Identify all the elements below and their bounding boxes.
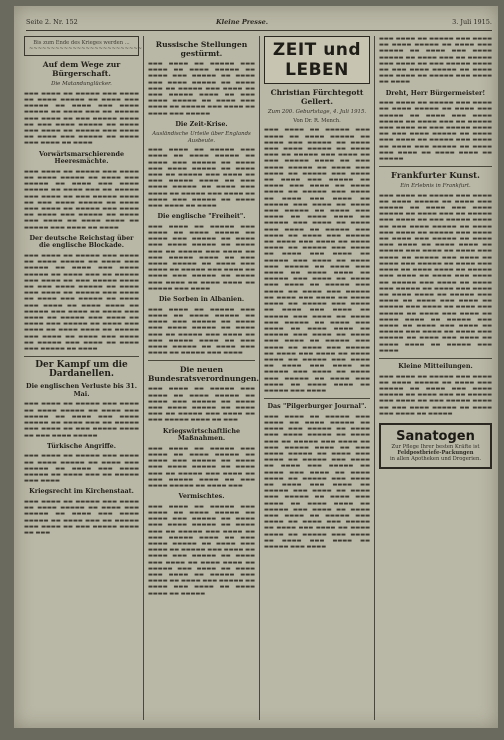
- column-2: [148, 36, 260, 597]
- article-text: ▬▬▬ ▬▬▬▬ ▬▬ ▬▬▬▬▬ ▬▬▬ ▬▬▬▬ ▬▬ ▬▬▬▬ ▬▬▬▬▬ ▬▬ ▬▬▬▬ ▬▬▬ ▬▬▬▬▬ ▬▬ ▬▬▬▬ ▬▬▬ ▬▬▬▬ ▬▬▬▬▬ ▬▬ ▬▬▬▬ ▬▬▬ ▬▬ ▬▬▬▬▬ ▬▬▬ ▬▬▬▬ ▬▬ ▬▬▬ ▬▬▬▬▬ ▬▬▬▬ ▬▬ ▬▬▬ ▬▬▬▬ ▬▬▬▬▬ ▬▬ ▬▬▬▬ ▬▬▬ ▬▬▬▬ ▬▬ ▬▬▬▬▬: [379, 373, 492, 417]
- headline: Die englische "Freiheit".: [157, 212, 246, 221]
- masthead-bar: [26, 16, 492, 31]
- article-text: ▬▬▬ ▬▬▬▬ ▬▬ ▬▬▬▬▬ ▬▬▬ ▬▬▬▬ ▬▬ ▬▬▬▬ ▬▬▬▬▬ ▬▬ ▬▬▬▬ ▬▬▬ ▬▬▬▬▬ ▬▬ ▬▬▬▬ ▬▬▬ ▬▬▬▬ ▬▬▬▬▬ ▬▬ ▬▬▬▬ ▬▬▬ ▬▬ ▬▬▬▬▬ ▬▬▬ ▬▬▬▬ ▬▬ ▬▬▬ ▬▬▬▬▬ ▬▬▬▬ ▬▬ ▬▬▬ ▬▬▬▬ ▬▬▬▬▬ ▬▬ ▬▬▬▬ ▬▬▬ ▬▬▬▬ ▬▬ ▬▬▬▬▬ ▬▬▬ ▬▬▬▬ ▬▬ ▬▬▬▬ ▬▬▬ ▬▬▬▬▬: [148, 61, 255, 117]
- article-text: ▬▬▬ ▬▬▬▬ ▬▬ ▬▬▬▬▬ ▬▬▬ ▬▬▬▬ ▬▬ ▬▬▬▬ ▬▬▬▬▬ ▬▬ ▬▬▬▬ ▬▬▬ ▬▬▬▬▬ ▬▬ ▬▬▬▬ ▬▬▬ ▬▬▬▬ ▬▬▬▬▬ ▬▬ ▬▬▬▬ ▬▬▬ ▬▬ ▬▬▬▬▬ ▬▬▬ ▬▬▬▬ ▬▬ ▬▬▬ ▬▬▬▬▬ ▬▬▬▬ ▬▬ ▬▬▬: [148, 386, 255, 424]
- subheadline: Zum 200. Geburtstage, 4. Juli 1915.: [267, 109, 367, 115]
- headline: Die Zeit-Krise.: [175, 119, 228, 128]
- divider: [148, 360, 255, 361]
- divider: [379, 358, 492, 359]
- headline: Kriegswirtschaftliche Maßnahmen.: [162, 426, 241, 443]
- article-text: ▬▬▬ ▬▬▬▬ ▬▬ ▬▬▬▬▬ ▬▬▬ ▬▬▬▬ ▬▬ ▬▬▬▬ ▬▬▬▬▬ ▬▬ ▬▬▬▬ ▬▬▬ ▬▬▬▬▬ ▬▬ ▬▬▬▬ ▬▬▬ ▬▬▬▬ ▬▬▬▬▬ ▬▬ ▬▬▬▬ ▬▬▬ ▬▬ ▬▬▬▬▬ ▬▬▬ ▬▬▬▬ ▬▬ ▬▬▬ ▬▬▬▬▬ ▬▬▬▬ ▬▬ ▬▬▬ ▬▬▬▬ ▬▬▬▬▬ ▬▬ ▬▬▬▬ ▬▬▬ ▬▬▬▬ ▬▬ ▬▬▬▬▬ ▬▬▬ ▬▬▬▬ ▬▬ ▬▬▬▬ ▬▬▬ ▬▬▬▬▬ ▬▬ ▬▬▬▬ ▬▬▬ ▬▬▬▬ ▬▬ ▬▬▬▬ ▬▬▬▬ ▬▬ ▬▬▬▬▬ ▬▬▬ ▬▬▬▬ ▬▬ ▬▬▬▬ ▬▬▬ ▬▬▬▬ ▬▬ ▬▬▬▬▬ ▬▬▬ ▬▬▬▬ ▬▬ ▬▬▬▬ ▬▬▬ ▬▬▬▬▬ ▬▬ ▬▬▬▬ ▬▬▬ ▬▬▬▬ ▬▬ ▬▬▬▬ ▬▬▬▬ ▬▬ ▬▬▬▬▬ ▬▬▬ ▬▬▬▬ ▬▬ ▬▬▬▬ ▬▬▬ ▬▬▬▬ ▬▬ ▬▬▬▬▬ ▬▬▬ ▬▬▬▬ ▬▬ ▬▬▬▬ ▬▬▬ ▬▬▬▬▬ ▬▬ ▬▬▬▬ ▬▬▬ ▬▬▬▬ ▬▬ ▬▬▬▬ ▬▬▬▬ ▬▬ ▬▬▬▬▬ ▬▬▬ ▬▬▬▬ ▬▬ ▬▬▬▬ ▬▬▬ ▬▬▬▬ ▬▬ ▬▬▬▬▬ ▬▬▬ ▬▬▬▬ ▬▬ ▬▬▬▬ ▬▬▬ ▬▬▬▬▬ ▬▬ ▬▬▬▬ ▬▬▬ ▬▬▬▬ ▬▬ ▬▬▬▬ ▬▬▬▬ ▬▬ ▬▬▬▬▬ ▬▬▬ ▬▬▬▬ ▬▬ ▬▬▬▬ ▬▬▬ ▬▬▬▬ ▬▬ ▬▬▬▬▬ ▬▬▬ ▬▬▬▬ ▬▬ ▬▬▬▬ ▬▬▬ ▬▬▬▬▬ ▬▬ ▬▬▬▬ ▬▬▬ ▬▬▬▬ ▬▬ ▬▬▬▬ ▬▬▬▬ ▬▬ ▬▬▬▬▬ ▬▬▬ ▬▬▬▬: [379, 192, 492, 354]
- column-3: [264, 36, 370, 550]
- headline: Christian Fürchtegott Gellert.: [270, 88, 364, 106]
- subheadline: Die Matandunglücker.: [51, 81, 112, 88]
- article-text: ▬▬▬ ▬▬▬▬ ▬▬ ▬▬▬▬▬ ▬▬▬ ▬▬▬▬ ▬▬ ▬▬▬▬ ▬▬▬▬▬ ▬▬ ▬▬▬▬ ▬▬▬ ▬▬▬▬▬ ▬▬ ▬▬▬▬ ▬▬▬ ▬▬▬▬ ▬▬▬▬▬ ▬▬ ▬▬▬▬ ▬▬▬ ▬▬ ▬▬▬▬▬ ▬▬▬ ▬▬▬▬ ▬▬ ▬▬▬ ▬▬▬▬▬ ▬▬▬▬ ▬▬ ▬▬▬ ▬▬▬▬ ▬▬▬▬▬ ▬▬ ▬▬▬▬ ▬▬▬ ▬▬▬▬ ▬▬ ▬▬▬▬▬ ▬▬▬ ▬▬▬▬ ▬▬ ▬▬▬▬ ▬▬▬ ▬▬▬▬▬ ▬▬ ▬▬▬▬ ▬▬▬ ▬▬▬▬ ▬▬ ▬▬▬▬: [148, 147, 255, 210]
- issue-date: 3. Juli 1915.: [452, 18, 492, 26]
- ad-text: Feldpostbriefe-Packungen: [397, 450, 474, 457]
- notice-text: Bis zum Ende des Krieges werden ...: [33, 40, 130, 46]
- article-text: ▬▬▬ ▬▬▬▬ ▬▬ ▬▬▬▬▬ ▬▬▬ ▬▬▬▬ ▬▬ ▬▬▬▬ ▬▬▬▬▬ ▬▬ ▬▬▬▬ ▬▬▬ ▬▬▬▬▬ ▬▬ ▬▬▬▬ ▬▬▬ ▬▬▬▬ ▬▬▬▬▬ ▬▬ ▬▬▬▬ ▬▬▬ ▬▬ ▬▬▬▬▬ ▬▬▬ ▬▬▬▬ ▬▬ ▬▬▬ ▬▬▬▬▬ ▬▬▬▬ ▬▬ ▬▬▬ ▬▬▬▬ ▬▬▬▬▬ ▬▬ ▬▬▬▬ ▬▬▬ ▬▬▬▬ ▬▬ ▬▬▬▬▬ ▬▬▬ ▬▬▬▬ ▬▬ ▬▬▬▬ ▬▬▬ ▬▬▬▬▬ ▬▬ ▬▬▬▬ ▬▬▬ ▬▬▬▬ ▬▬ ▬▬▬▬: [24, 90, 139, 147]
- headline: Vermischtes.: [178, 492, 225, 501]
- article-text: ▬▬▬ ▬▬▬▬ ▬▬ ▬▬▬▬▬ ▬▬▬ ▬▬▬▬ ▬▬ ▬▬▬▬ ▬▬▬▬▬ ▬▬ ▬▬▬▬ ▬▬▬ ▬▬▬▬▬ ▬▬ ▬▬▬▬ ▬▬▬ ▬▬▬▬ ▬▬▬▬▬ ▬▬ ▬▬▬▬ ▬▬▬ ▬▬ ▬▬▬▬▬ ▬▬▬ ▬▬▬▬ ▬▬ ▬▬▬ ▬▬▬▬▬ ▬▬▬▬ ▬▬ ▬▬▬ ▬▬▬▬ ▬▬▬▬▬ ▬▬ ▬▬▬▬ ▬▬▬ ▬▬▬▬ ▬▬ ▬▬▬▬▬ ▬▬▬ ▬▬▬▬ ▬▬ ▬▬▬▬ ▬▬▬ ▬▬▬▬▬ ▬▬ ▬▬▬▬ ▬▬▬ ▬▬▬▬ ▬▬ ▬▬▬▬ ▬▬▬▬ ▬▬ ▬▬▬▬▬ ▬▬▬ ▬▬▬▬ ▬▬ ▬▬▬▬ ▬▬▬ ▬▬▬▬ ▬▬ ▬▬▬▬▬ ▬▬▬ ▬▬▬▬ ▬▬ ▬▬▬▬ ▬▬▬ ▬▬▬▬▬ ▬▬ ▬▬▬▬ ▬▬▬ ▬▬▬▬ ▬▬ ▬▬▬▬ ▬▬▬▬ ▬▬ ▬▬▬▬▬ ▬▬▬ ▬▬▬▬ ▬▬ ▬▬▬▬ ▬▬▬ ▬▬▬▬ ▬▬ ▬▬▬▬▬ ▬▬▬ ▬▬▬▬ ▬▬ ▬▬▬▬ ▬▬▬ ▬▬▬▬▬ ▬▬ ▬▬▬▬ ▬▬▬ ▬▬▬▬ ▬▬ ▬▬▬▬ ▬▬▬▬ ▬▬ ▬▬▬▬▬ ▬▬▬ ▬▬▬▬ ▬▬ ▬▬▬▬ ▬▬▬ ▬▬▬▬ ▬▬ ▬▬▬▬▬ ▬▬▬ ▬▬▬▬ ▬▬ ▬▬▬▬ ▬▬▬ ▬▬▬▬▬ ▬▬ ▬▬▬▬ ▬▬▬ ▬▬▬▬ ▬▬ ▬▬▬▬ ▬▬▬▬ ▬▬ ▬▬▬▬▬ ▬▬▬ ▬▬▬▬ ▬▬ ▬▬▬▬ ▬▬▬ ▬▬▬▬ ▬▬ ▬▬▬▬▬ ▬▬▬ ▬▬▬▬ ▬▬ ▬▬▬▬ ▬▬▬ ▬▬▬▬▬ ▬▬ ▬▬▬▬ ▬▬▬ ▬▬▬▬ ▬▬ ▬▬▬▬ ▬▬▬▬ ▬▬ ▬▬▬▬▬ ▬▬▬ ▬▬▬▬ ▬▬ ▬▬▬▬ ▬▬▬ ▬▬▬▬ ▬▬ ▬▬▬▬▬ ▬▬▬ ▬▬▬▬ ▬▬ ▬▬▬▬ ▬▬▬ ▬▬▬▬▬ ▬▬ ▬▬▬▬ ▬▬▬ ▬▬▬▬ ▬▬ ▬▬▬▬ ▬▬▬▬ ▬▬ ▬▬▬▬▬ ▬▬▬ ▬▬▬▬ ▬▬ ▬▬▬▬ ▬▬▬ ▬▬▬▬ ▬▬ ▬▬▬▬▬ ▬▬▬ ▬▬▬▬ ▬▬ ▬▬▬▬ ▬▬▬ ▬▬▬▬▬ ▬▬ ▬▬▬▬ ▬▬▬ ▬▬▬▬ ▬▬ ▬▬▬▬ ▬▬▬▬ ▬▬ ▬▬▬▬▬ ▬▬▬ ▬▬▬▬ ▬▬ ▬▬▬▬ ▬▬▬ ▬▬▬▬ ▬▬ ▬▬▬▬▬ ▬▬▬ ▬▬▬▬ ▬▬ ▬▬▬▬ ▬▬▬ ▬▬▬▬▬ ▬▬ ▬▬▬▬ ▬▬▬ ▬▬▬▬ ▬▬ ▬▬▬▬ ▬▬▬▬ ▬▬ ▬▬▬▬▬ ▬▬▬ ▬▬▬▬: [264, 127, 370, 394]
- notice-box: Bis zum Ende des Krieges werden ... ~~~~~~~~~~~~~~~~~~~~~~~~~~: [24, 36, 139, 56]
- article-text: ▬▬▬ ▬▬▬▬ ▬▬ ▬▬▬▬▬ ▬▬▬ ▬▬▬▬ ▬▬ ▬▬▬▬ ▬▬▬▬▬ ▬▬ ▬▬▬▬ ▬▬▬ ▬▬▬▬▬ ▬▬ ▬▬▬▬ ▬▬▬ ▬▬▬▬ ▬▬▬▬▬ ▬▬ ▬▬▬▬ ▬▬▬ ▬▬ ▬▬▬▬▬ ▬▬▬ ▬▬▬▬ ▬▬ ▬▬▬ ▬▬▬▬▬ ▬▬▬▬ ▬▬ ▬▬▬ ▬▬▬▬ ▬▬▬▬▬ ▬▬ ▬▬▬▬ ▬▬▬ ▬▬▬▬ ▬▬ ▬▬▬▬▬ ▬▬▬ ▬▬▬▬: [148, 306, 255, 357]
- ad-text: Zur Pflege Ihrer besten Kräfte ist: [391, 443, 480, 450]
- headline: Frankfurter Kunst.: [391, 170, 480, 181]
- headline: Der deutsche Reichstag über die englische Blockade.: [29, 233, 134, 250]
- headline: Das "Pilgerburger Journal".: [267, 402, 367, 411]
- article-text: ▬▬▬ ▬▬▬▬ ▬▬ ▬▬▬▬▬ ▬▬▬ ▬▬▬▬ ▬▬ ▬▬▬▬ ▬▬▬▬▬ ▬▬ ▬▬▬▬ ▬▬▬ ▬▬▬▬▬ ▬▬ ▬▬▬▬ ▬▬▬ ▬▬▬▬ ▬▬▬▬▬ ▬▬ ▬▬▬▬ ▬▬▬ ▬▬ ▬▬▬▬▬ ▬▬▬ ▬▬▬▬: [24, 453, 139, 485]
- headline: Auf dem Wege zur Bürgerschaft.: [42, 60, 121, 79]
- headline: Kleine Mitteilungen.: [398, 361, 473, 370]
- article-text: ▬▬▬ ▬▬▬▬ ▬▬ ▬▬▬▬▬ ▬▬▬ ▬▬▬▬ ▬▬ ▬▬▬▬ ▬▬▬▬▬ ▬▬ ▬▬▬▬ ▬▬▬ ▬▬▬▬▬ ▬▬ ▬▬▬▬ ▬▬▬ ▬▬▬▬ ▬▬▬▬▬ ▬▬ ▬▬▬▬ ▬▬▬ ▬▬ ▬▬▬▬▬ ▬▬▬ ▬▬▬▬ ▬▬ ▬▬▬ ▬▬▬▬▬ ▬▬▬▬ ▬▬ ▬▬▬ ▬▬▬▬ ▬▬▬▬▬ ▬▬ ▬▬▬▬ ▬▬▬ ▬▬▬▬ ▬▬ ▬▬▬▬▬ ▬▬▬ ▬▬▬▬ ▬▬ ▬▬▬▬ ▬▬▬ ▬▬▬▬▬ ▬▬ ▬▬▬▬ ▬▬▬ ▬▬▬▬ ▬▬ ▬▬▬▬ ▬▬▬▬ ▬▬ ▬▬▬▬▬ ▬▬▬ ▬▬▬▬ ▬▬ ▬▬▬▬ ▬▬▬ ▬▬▬▬ ▬▬ ▬▬▬▬▬ ▬▬▬ ▬▬▬▬ ▬▬ ▬▬▬▬ ▬▬▬ ▬▬▬▬▬ ▬▬ ▬▬▬▬ ▬▬▬ ▬▬▬▬ ▬▬ ▬▬▬▬ ▬▬▬▬ ▬▬ ▬▬▬▬▬ ▬▬▬ ▬▬▬▬ ▬▬ ▬▬▬▬ ▬▬▬ ▬▬▬▬ ▬▬ ▬▬▬▬▬ ▬▬▬ ▬▬▬▬ ▬▬ ▬▬▬▬ ▬▬▬ ▬▬▬▬▬ ▬▬ ▬▬▬▬: [24, 253, 139, 353]
- divider: [264, 398, 370, 399]
- column-rule: [143, 36, 144, 720]
- column-rule: [374, 36, 375, 720]
- headline: Kriegsrecht im Kirchenstaat.: [29, 487, 134, 496]
- column-4: [379, 36, 492, 469]
- subheadline: Ein Erlebnis in Frankfurt.: [400, 183, 471, 190]
- article-text: ▬▬▬ ▬▬▬▬ ▬▬ ▬▬▬▬▬ ▬▬▬ ▬▬▬▬ ▬▬ ▬▬▬▬ ▬▬▬▬▬ ▬▬ ▬▬▬▬ ▬▬▬ ▬▬▬▬▬ ▬▬ ▬▬▬▬ ▬▬▬ ▬▬▬▬ ▬▬▬▬▬ ▬▬ ▬▬▬▬ ▬▬▬ ▬▬ ▬▬▬▬▬ ▬▬▬ ▬▬▬▬ ▬▬ ▬▬▬ ▬▬▬▬▬ ▬▬▬▬ ▬▬ ▬▬▬ ▬▬▬▬ ▬▬▬▬▬ ▬▬ ▬▬▬▬ ▬▬▬ ▬▬▬▬ ▬▬ ▬▬▬▬▬ ▬▬▬ ▬▬▬▬ ▬▬ ▬▬▬▬ ▬▬▬ ▬▬▬▬▬ ▬▬ ▬▬▬▬ ▬▬▬ ▬▬▬▬ ▬▬ ▬▬▬▬ ▬▬▬▬ ▬▬ ▬▬▬▬▬ ▬▬▬ ▬▬▬▬ ▬▬ ▬▬▬▬ ▬▬▬ ▬▬▬▬ ▬▬ ▬▬▬▬▬ ▬▬▬ ▬▬▬▬ ▬▬ ▬▬▬▬ ▬▬▬ ▬▬▬▬▬ ▬▬ ▬▬▬▬ ▬▬▬ ▬▬▬▬ ▬▬ ▬▬▬▬ ▬▬▬▬ ▬▬ ▬▬▬▬▬: [148, 503, 255, 597]
- byline: Von Dr. R. Mench.: [293, 118, 341, 125]
- feuilleton-banner: [264, 36, 370, 84]
- headline: Vorwärtsmarschierende Heeresmächte.: [38, 149, 125, 166]
- headline: Türkische Angriffe.: [47, 441, 116, 450]
- subheadline: Ausländische Urteile über Englands Ausbeute.: [152, 131, 251, 144]
- column-1: [24, 36, 143, 536]
- headline: Dreht, Herr Bürgermeister!: [385, 88, 486, 97]
- column-rule: [259, 36, 260, 720]
- advertisement: [379, 423, 492, 469]
- ad-title: Sanatogen: [396, 428, 475, 444]
- article-text: ▬▬▬ ▬▬▬▬ ▬▬ ▬▬▬▬▬ ▬▬▬ ▬▬▬▬ ▬▬ ▬▬▬▬ ▬▬▬▬▬ ▬▬ ▬▬▬▬ ▬▬▬ ▬▬▬▬▬ ▬▬ ▬▬▬▬ ▬▬▬ ▬▬▬▬ ▬▬▬▬▬ ▬▬ ▬▬▬▬ ▬▬▬ ▬▬ ▬▬▬▬▬ ▬▬▬ ▬▬▬▬ ▬▬ ▬▬▬ ▬▬▬▬▬ ▬▬▬▬ ▬▬ ▬▬▬ ▬▬▬▬ ▬▬▬▬▬ ▬▬ ▬▬▬▬ ▬▬▬ ▬▬▬▬ ▬▬ ▬▬▬▬▬ ▬▬▬ ▬▬▬▬ ▬▬ ▬▬▬▬: [379, 36, 492, 86]
- feuilleton-title: ZEIT und LEBEN: [272, 40, 362, 80]
- headline: Russische Stellungen gestürmt.: [155, 40, 248, 58]
- divider: [24, 356, 139, 357]
- article-text: ▬▬▬ ▬▬▬▬ ▬▬ ▬▬▬▬▬ ▬▬▬ ▬▬▬▬ ▬▬ ▬▬▬▬ ▬▬▬▬▬ ▬▬ ▬▬▬▬ ▬▬▬ ▬▬▬▬▬ ▬▬ ▬▬▬▬ ▬▬▬ ▬▬▬▬ ▬▬▬▬▬ ▬▬ ▬▬▬▬ ▬▬▬ ▬▬ ▬▬▬▬▬ ▬▬▬ ▬▬▬▬ ▬▬ ▬▬▬ ▬▬▬▬▬ ▬▬▬▬ ▬▬ ▬▬▬: [24, 498, 139, 536]
- article-text: ▬▬▬ ▬▬▬▬ ▬▬ ▬▬▬▬▬ ▬▬▬ ▬▬▬▬ ▬▬ ▬▬▬▬ ▬▬▬▬▬ ▬▬ ▬▬▬▬ ▬▬▬ ▬▬▬▬▬ ▬▬ ▬▬▬▬ ▬▬▬ ▬▬▬▬ ▬▬▬▬▬ ▬▬ ▬▬▬▬ ▬▬▬ ▬▬ ▬▬▬▬▬ ▬▬▬ ▬▬▬▬ ▬▬ ▬▬▬ ▬▬▬▬▬ ▬▬▬▬ ▬▬ ▬▬▬ ▬▬▬▬ ▬▬▬▬▬ ▬▬ ▬▬▬▬ ▬▬▬ ▬▬▬▬ ▬▬ ▬▬▬▬▬ ▬▬▬ ▬▬▬▬ ▬▬ ▬▬▬▬ ▬▬▬ ▬▬▬▬▬ ▬▬ ▬▬▬▬ ▬▬▬ ▬▬▬▬ ▬▬ ▬▬▬▬ ▬▬▬▬ ▬▬ ▬▬▬▬▬ ▬▬▬ ▬▬▬▬ ▬▬ ▬▬▬▬ ▬▬▬ ▬▬▬▬ ▬▬ ▬▬▬▬▬ ▬▬▬ ▬▬▬▬ ▬▬ ▬▬▬▬ ▬▬▬ ▬▬▬▬▬ ▬▬ ▬▬▬▬ ▬▬▬ ▬▬▬▬ ▬▬ ▬▬▬▬ ▬▬▬▬ ▬▬ ▬▬▬▬▬ ▬▬▬ ▬▬▬▬ ▬▬ ▬▬▬▬ ▬▬▬ ▬▬▬▬ ▬▬ ▬▬▬▬▬ ▬▬▬ ▬▬▬▬ ▬▬ ▬▬▬▬ ▬▬▬ ▬▬▬▬▬ ▬▬ ▬▬▬▬ ▬▬▬ ▬▬▬▬ ▬▬ ▬▬▬▬ ▬▬▬▬ ▬▬ ▬▬▬▬▬ ▬▬▬ ▬▬▬▬ ▬▬ ▬▬▬▬ ▬▬▬ ▬▬▬▬ ▬▬ ▬▬▬▬▬ ▬▬▬ ▬▬▬▬: [264, 413, 370, 550]
- headline: Die Sorben in Albanien.: [158, 295, 245, 304]
- article-text: ▬▬▬ ▬▬▬▬ ▬▬ ▬▬▬▬▬ ▬▬▬ ▬▬▬▬ ▬▬ ▬▬▬▬ ▬▬▬▬▬ ▬▬ ▬▬▬▬ ▬▬▬ ▬▬▬▬▬ ▬▬ ▬▬▬▬ ▬▬▬ ▬▬▬▬ ▬▬▬▬▬ ▬▬ ▬▬▬▬ ▬▬▬ ▬▬ ▬▬▬▬▬ ▬▬▬ ▬▬▬▬ ▬▬ ▬▬▬ ▬▬▬▬▬ ▬▬▬▬ ▬▬ ▬▬▬ ▬▬▬▬ ▬▬▬▬▬ ▬▬ ▬▬▬▬ ▬▬▬ ▬▬▬▬ ▬▬ ▬▬▬▬▬ ▬▬▬ ▬▬▬▬ ▬▬ ▬▬▬▬ ▬▬▬ ▬▬▬▬▬ ▬▬ ▬▬▬▬ ▬▬▬ ▬▬▬▬ ▬▬ ▬▬▬▬ ▬▬▬▬ ▬▬ ▬▬▬▬▬ ▬▬▬ ▬▬▬▬: [148, 223, 255, 292]
- headline: Die neuen Bundesratsverordnungen.: [148, 365, 260, 384]
- ad-text: in allen Apotheken und Drogerien.: [389, 456, 481, 463]
- article-text: ▬▬▬ ▬▬▬▬ ▬▬ ▬▬▬▬▬ ▬▬▬ ▬▬▬▬ ▬▬ ▬▬▬▬ ▬▬▬▬▬ ▬▬ ▬▬▬▬ ▬▬▬ ▬▬▬▬▬ ▬▬ ▬▬▬▬ ▬▬▬ ▬▬▬▬ ▬▬▬▬▬ ▬▬ ▬▬▬▬ ▬▬▬ ▬▬ ▬▬▬▬▬ ▬▬▬ ▬▬▬▬ ▬▬ ▬▬▬ ▬▬▬▬▬ ▬▬▬▬ ▬▬ ▬▬▬ ▬▬▬▬ ▬▬▬▬▬ ▬▬ ▬▬▬▬ ▬▬▬: [148, 445, 255, 489]
- page-number: Seite 2. Nr. 152: [26, 18, 78, 26]
- article-text: ▬▬▬ ▬▬▬▬ ▬▬ ▬▬▬▬▬ ▬▬▬ ▬▬▬▬ ▬▬ ▬▬▬▬ ▬▬▬▬▬ ▬▬ ▬▬▬▬ ▬▬▬ ▬▬▬▬▬ ▬▬ ▬▬▬▬ ▬▬▬ ▬▬▬▬ ▬▬▬▬▬ ▬▬ ▬▬▬▬ ▬▬▬ ▬▬ ▬▬▬▬▬ ▬▬▬ ▬▬▬▬ ▬▬ ▬▬▬ ▬▬▬▬▬ ▬▬▬▬ ▬▬ ▬▬▬ ▬▬▬▬ ▬▬▬▬▬ ▬▬ ▬▬▬▬ ▬▬▬ ▬▬▬▬ ▬▬ ▬▬▬▬▬ ▬▬▬ ▬▬▬▬ ▬▬ ▬▬▬▬ ▬▬▬ ▬▬▬▬▬ ▬▬ ▬▬▬▬ ▬▬▬ ▬▬▬▬ ▬▬ ▬▬▬▬ ▬▬▬▬ ▬▬ ▬▬▬▬▬ ▬▬▬ ▬▬▬▬ ▬▬ ▬▬▬▬: [24, 168, 139, 231]
- article-text: ▬▬▬ ▬▬▬▬ ▬▬ ▬▬▬▬▬ ▬▬▬ ▬▬▬▬ ▬▬ ▬▬▬▬ ▬▬▬▬▬ ▬▬ ▬▬▬▬ ▬▬▬ ▬▬▬▬▬ ▬▬ ▬▬▬▬ ▬▬▬ ▬▬▬▬ ▬▬▬▬▬ ▬▬ ▬▬▬▬ ▬▬▬ ▬▬ ▬▬▬▬▬ ▬▬▬ ▬▬▬▬ ▬▬ ▬▬▬ ▬▬▬▬▬ ▬▬▬▬ ▬▬ ▬▬▬ ▬▬▬▬ ▬▬▬▬▬: [24, 401, 139, 439]
- article-text: ▬▬▬ ▬▬▬▬ ▬▬ ▬▬▬▬▬ ▬▬▬ ▬▬▬▬ ▬▬ ▬▬▬▬ ▬▬▬▬▬ ▬▬ ▬▬▬▬ ▬▬▬ ▬▬▬▬▬ ▬▬ ▬▬▬▬ ▬▬▬ ▬▬▬▬ ▬▬▬▬▬ ▬▬ ▬▬▬▬ ▬▬▬ ▬▬ ▬▬▬▬▬ ▬▬▬ ▬▬▬▬ ▬▬ ▬▬▬ ▬▬▬▬▬ ▬▬▬▬ ▬▬ ▬▬▬ ▬▬▬▬ ▬▬▬▬▬ ▬▬ ▬▬▬▬ ▬▬▬ ▬▬▬▬ ▬▬ ▬▬▬▬▬ ▬▬▬ ▬▬▬▬ ▬▬ ▬▬▬▬ ▬▬▬ ▬▬▬▬▬ ▬▬ ▬▬▬▬ ▬▬▬ ▬▬▬▬ ▬▬ ▬▬▬▬ ▬▬▬▬ ▬▬ ▬▬▬▬▬: [379, 100, 492, 163]
- divider: [379, 166, 492, 167]
- subheadline: Die englischen Verluste bis 31. Mai.: [26, 382, 137, 398]
- newspaper-title: Kleine Presse.: [216, 18, 269, 26]
- headline: Der Kampf um die Dardanellen.: [35, 360, 128, 380]
- newspaper-page: [14, 6, 498, 728]
